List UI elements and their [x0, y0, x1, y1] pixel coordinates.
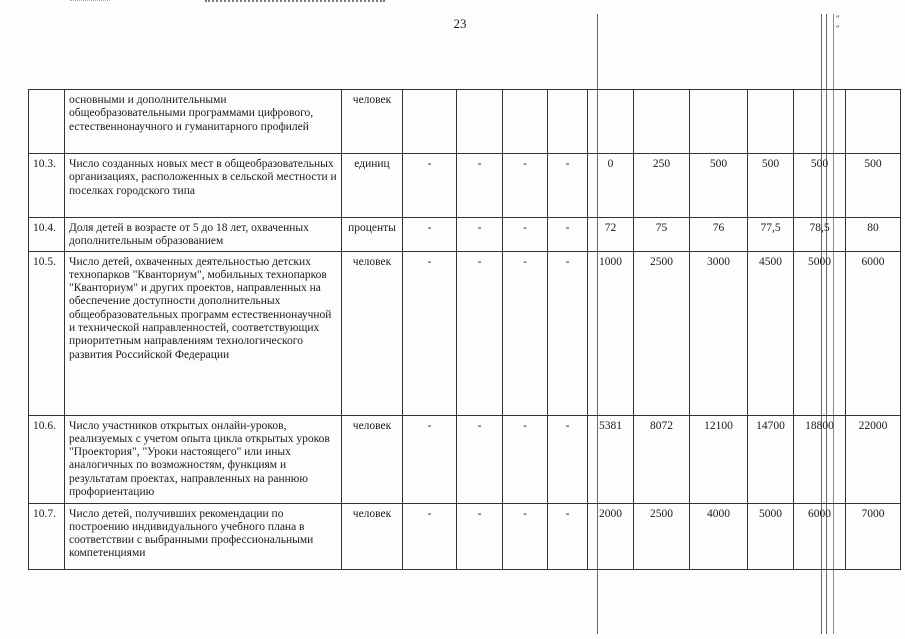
value-cell: 5000	[794, 251, 846, 415]
value-cell: -	[503, 251, 548, 415]
value-cell: -	[457, 218, 503, 252]
scan-artifact-top	[205, 0, 385, 5]
value-cell: -	[548, 415, 588, 503]
value-cell: -	[548, 218, 588, 252]
value-cell: 500	[690, 154, 748, 218]
table-row	[29, 218, 901, 252]
value-cell: 0	[588, 154, 634, 218]
value-cell: 78,5	[794, 218, 846, 252]
indicator-description: Число детей, охваченных деятельностью детских технопарков "Кванториум", мобильных технопарков "Кванториум" и других проектов, направленных на обеспечение доступности дополнительных общеобразовательных программ естественнонаучной и технической направленностей, соответствующих приоритетным направлениям технологического развития Российской Федерации	[65, 251, 342, 415]
value-cell: 4000	[690, 503, 748, 569]
unit-of-measure: человек	[342, 415, 403, 503]
value-cell: 2500	[634, 251, 690, 415]
value-cell: 250	[634, 154, 690, 218]
value-cell	[588, 90, 634, 154]
value-cell	[457, 90, 503, 154]
value-cell: 500	[748, 154, 794, 218]
value-cell: -	[503, 218, 548, 252]
row-number: 10.4.	[29, 218, 65, 252]
value-cell	[403, 90, 457, 154]
value-cell: -	[457, 503, 503, 569]
value-cell: -	[503, 503, 548, 569]
value-cell: 5381	[588, 415, 634, 503]
value-cell	[794, 90, 846, 154]
row-number	[29, 90, 65, 154]
indicator-description: Число детей, получивших рекомендации по построению индивидуального учебного плана в соответствии с выбранными профессиональными компетенциями	[65, 503, 342, 569]
table-row	[29, 251, 901, 415]
value-cell: -	[403, 218, 457, 252]
table-row	[29, 415, 901, 503]
value-cell: -	[403, 154, 457, 218]
value-cell: 500	[846, 154, 901, 218]
table-row	[29, 90, 901, 154]
value-cell	[846, 90, 901, 154]
row-number: 10.5.	[29, 251, 65, 415]
unit-of-measure: человек	[342, 503, 403, 569]
value-cell: -	[457, 415, 503, 503]
row-number: 10.6.	[29, 415, 65, 503]
value-cell: -	[457, 154, 503, 218]
page-number: 23	[453, 16, 467, 31]
indicator-description: Доля детей в возрасте от 5 до 18 лет, охваченных дополнительным образованием	[65, 218, 342, 252]
value-cell: -	[403, 415, 457, 503]
value-cell: 8072	[634, 415, 690, 503]
value-cell: 77,5	[748, 218, 794, 252]
value-cell: 80	[846, 218, 901, 252]
unit-of-measure: человек	[342, 90, 403, 154]
corner-marks: ″ ″	[836, 14, 866, 34]
table-row	[29, 503, 901, 569]
value-cell: -	[548, 251, 588, 415]
value-cell: 6000	[846, 251, 901, 415]
value-cell: 76	[690, 218, 748, 252]
indicator-description: Число участников открытых онлайн-уроков, реализуемых с учетом опыта цикла открытых уроков "Проектория", "Уроки настоящего" или иных аналогичных по возможностям, функциям и результатам проектах, направленных на раннюю профориентацию	[65, 415, 342, 503]
value-cell: 14700	[748, 415, 794, 503]
value-cell: 5000	[748, 503, 794, 569]
value-cell: 18800	[794, 415, 846, 503]
value-cell: -	[548, 503, 588, 569]
indicator-description: Число созданных новых мест в общеобразовательных организациях, расположенных в сельской местности и поселках городского типа	[65, 154, 342, 218]
value-cell: 72	[588, 218, 634, 252]
row-number: 10.7.	[29, 503, 65, 569]
value-cell: 500	[794, 154, 846, 218]
value-cell	[634, 90, 690, 154]
unit-of-measure: проценты	[342, 218, 403, 252]
scan-artifact-top-left	[70, 0, 110, 3]
value-cell: 1000	[588, 251, 634, 415]
row-number: 10.3.	[29, 154, 65, 218]
unit-of-measure: человек	[342, 251, 403, 415]
unit-of-measure: единиц	[342, 154, 403, 218]
value-cell: 2000	[588, 503, 634, 569]
indicator-description: основными и дополнительными общеобразовательными программами цифрового, естественнонаучного и гуманитарного профилей	[65, 90, 342, 154]
value-cell	[748, 90, 794, 154]
value-cell: 6000	[794, 503, 846, 569]
value-cell: -	[403, 503, 457, 569]
value-cell: 75	[634, 218, 690, 252]
value-cell: 3000	[690, 251, 748, 415]
value-cell: 12100	[690, 415, 748, 503]
value-cell: -	[548, 154, 588, 218]
value-cell: -	[457, 251, 503, 415]
value-cell: -	[503, 415, 548, 503]
value-cell	[548, 90, 588, 154]
value-cell: 22000	[846, 415, 901, 503]
value-cell	[503, 90, 548, 154]
value-cell: 4500	[748, 251, 794, 415]
indicators-table	[28, 89, 901, 570]
value-cell: 7000	[846, 503, 901, 569]
value-cell: -	[503, 154, 548, 218]
value-cell	[690, 90, 748, 154]
table-row	[29, 154, 901, 218]
value-cell: -	[403, 251, 457, 415]
value-cell: 2500	[634, 503, 690, 569]
